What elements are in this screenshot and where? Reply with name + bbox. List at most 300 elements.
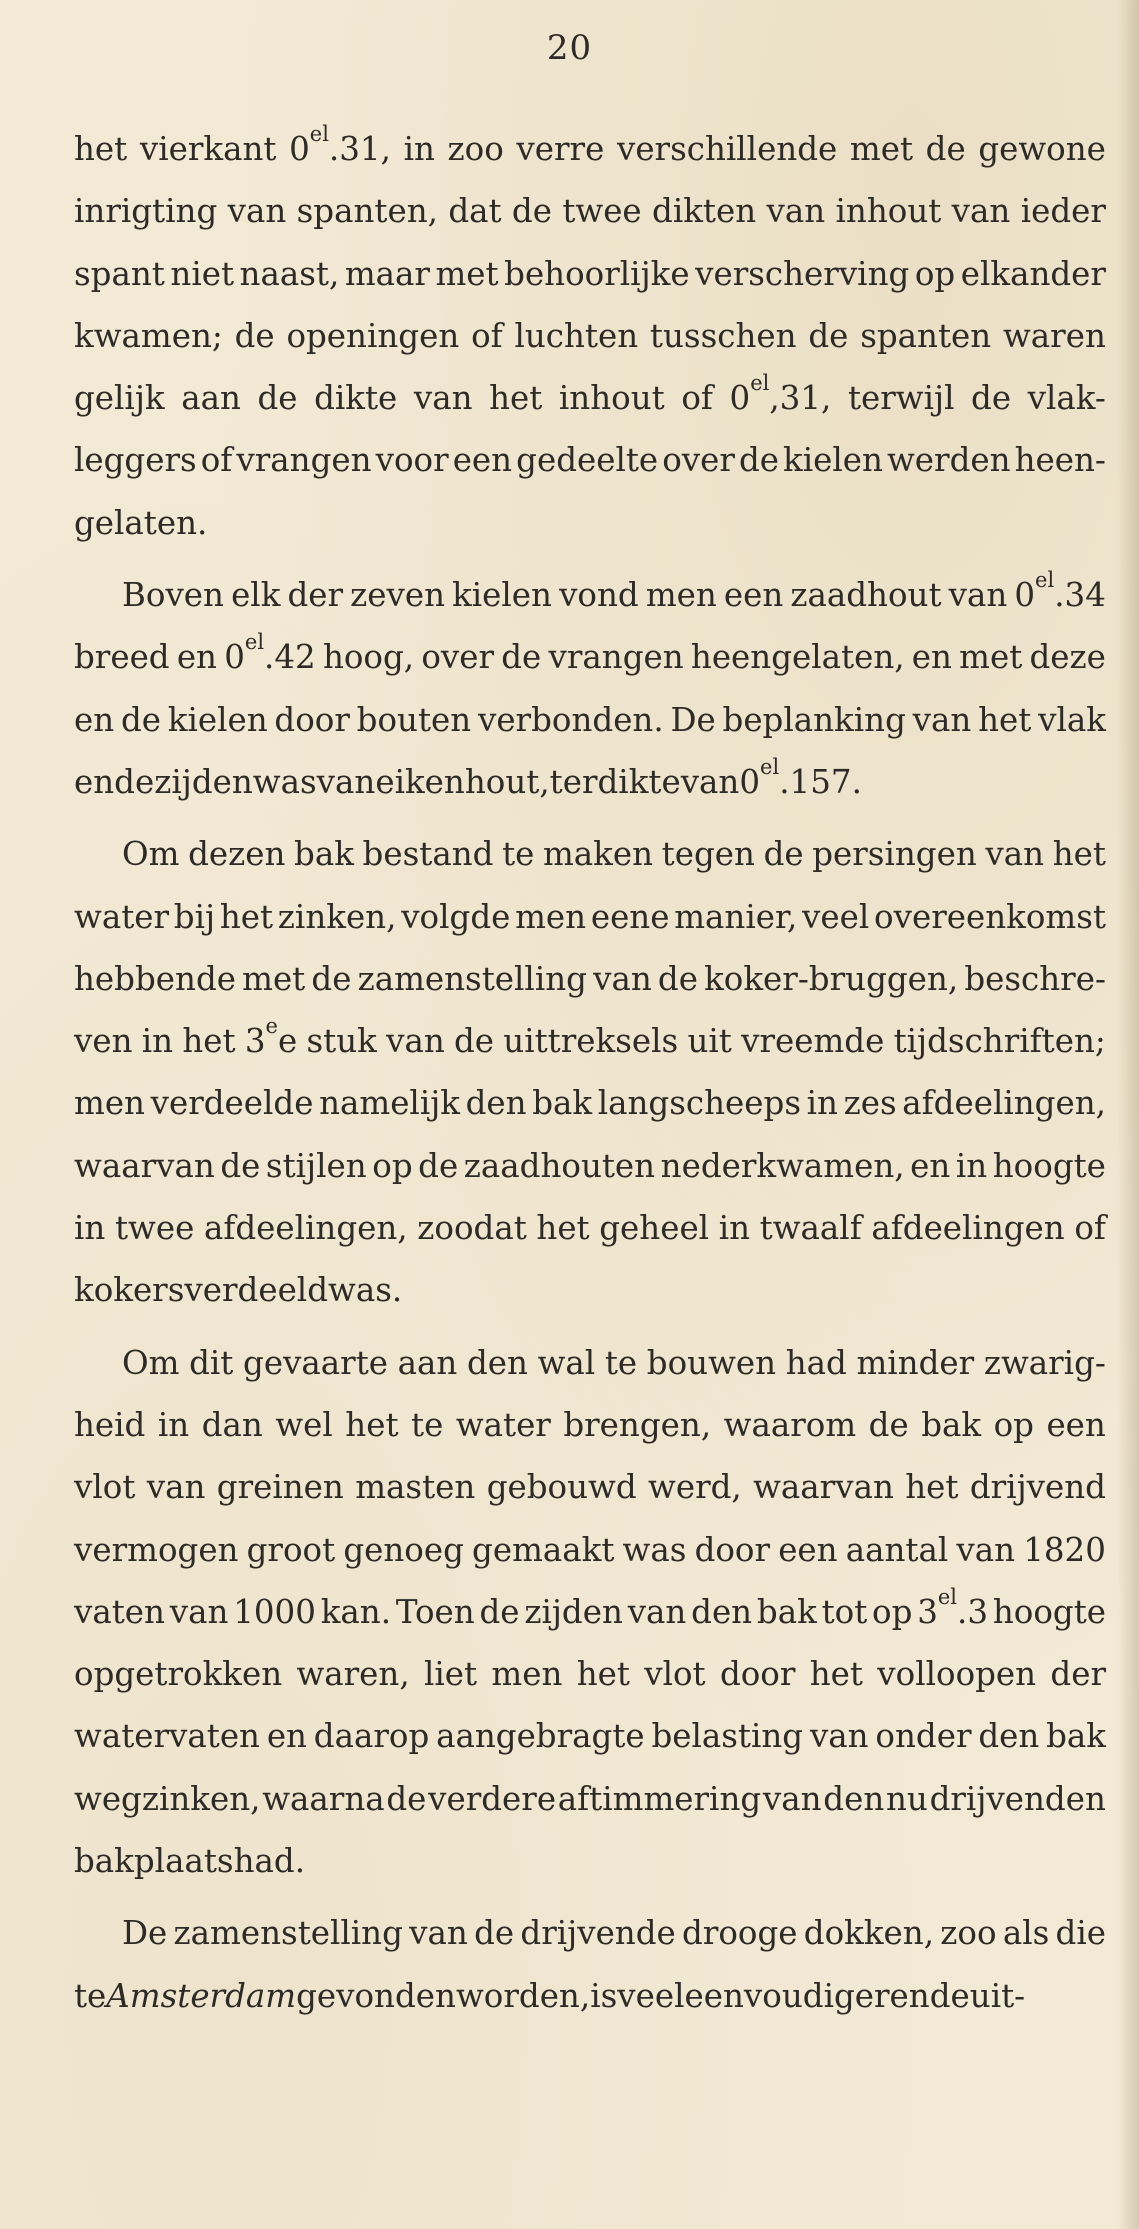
word: van — [985, 835, 1045, 874]
word: met — [435, 254, 499, 293]
word: van — [409, 1914, 468, 1953]
word: den — [978, 1717, 1040, 1756]
word: Toen — [395, 1592, 475, 1631]
text-line — [74, 367, 1106, 429]
word: of — [471, 316, 503, 355]
word: aangebragte — [436, 1717, 645, 1756]
word: liet — [423, 1655, 478, 1694]
word: zoo — [447, 130, 504, 168]
word: verdere — [428, 1779, 557, 1818]
paragraph — [74, 564, 1106, 813]
word: van — [809, 1717, 869, 1756]
word: waren — [1002, 316, 1106, 355]
unit-superscript: e — [265, 1014, 278, 1039]
word: de — [501, 638, 542, 677]
word: bak — [921, 1405, 982, 1444]
word: gewone — [978, 130, 1106, 168]
word: van — [386, 1022, 445, 1061]
unit-superscript: el — [937, 1584, 958, 1609]
paragraph-gap — [74, 1322, 1106, 1332]
text-line — [74, 1902, 1106, 1964]
word: bak — [294, 835, 354, 874]
word: Om — [122, 1343, 180, 1382]
word: gevonden — [296, 1976, 456, 2015]
word: hoogte — [992, 1592, 1106, 1631]
word: gelaten. — [74, 503, 208, 542]
word: wel — [275, 1405, 333, 1444]
paragraph-gap — [74, 554, 1106, 564]
word: veel — [617, 1976, 685, 2015]
word: dat — [448, 192, 502, 231]
word: dit — [189, 1343, 234, 1382]
text-line — [74, 492, 1106, 554]
word: vond — [559, 576, 639, 615]
word: vreemde — [741, 1022, 885, 1061]
word: $3^{el}.3$ — [917, 1584, 989, 1631]
word: gedeelte — [516, 441, 659, 480]
word: de — [114, 762, 155, 801]
word: bestand — [362, 835, 494, 874]
word: dikte — [314, 379, 398, 418]
word: luchten — [514, 316, 639, 355]
word: elk — [231, 576, 281, 615]
word: maken — [542, 835, 654, 874]
word: den — [465, 1084, 527, 1123]
word: aftimmering — [557, 1779, 762, 1818]
word: een — [723, 576, 784, 615]
word: en — [910, 1146, 951, 1185]
word: het — [345, 1405, 399, 1444]
word: ven — [74, 1022, 133, 1061]
word: leggers — [74, 441, 197, 480]
word: drijvend — [969, 1468, 1106, 1507]
word: in — [718, 1209, 751, 1248]
word: wegzinken, — [74, 1779, 261, 1818]
word: kan. — [320, 1592, 392, 1631]
word: was — [622, 1530, 687, 1569]
word: men — [491, 1655, 563, 1694]
text-line — [74, 1768, 1106, 1830]
word: vermogen — [74, 1530, 239, 1569]
word: $0^{el}.31$, — [289, 122, 391, 168]
word: naast, — [239, 254, 340, 293]
word: zaadhouten — [463, 1146, 656, 1185]
word: ter — [549, 762, 598, 801]
word: en — [74, 762, 115, 801]
word: en — [176, 638, 217, 677]
word: het — [219, 897, 274, 936]
word: met — [959, 638, 1023, 677]
text-line — [74, 305, 1106, 367]
word: volgde — [401, 897, 511, 936]
word: uittreksels — [503, 1022, 679, 1061]
word: niet — [170, 254, 235, 293]
word: had. — [233, 1842, 306, 1881]
text-line — [74, 689, 1106, 751]
text-line — [74, 948, 1106, 1010]
word: beschre- — [964, 959, 1106, 998]
word: hoog, — [322, 638, 415, 677]
word: der — [1050, 1655, 1106, 1694]
word: van — [316, 762, 376, 801]
word: de — [418, 1146, 459, 1185]
word: van — [227, 192, 287, 231]
word: over — [421, 638, 495, 677]
word: als — [1002, 1914, 1050, 1953]
word: van — [169, 1592, 229, 1631]
word: de — [257, 379, 298, 418]
word: waarvan — [753, 1468, 894, 1507]
word: bak — [74, 1842, 134, 1881]
word: uit- — [969, 1976, 1026, 2015]
word: daarop — [313, 1717, 430, 1756]
word: eenvoudiger — [684, 1976, 890, 2015]
word: De — [670, 700, 716, 739]
word: dikten — [652, 192, 757, 231]
word: verbonden. — [477, 700, 664, 739]
word: hoogte — [992, 1146, 1106, 1185]
word: openingen — [286, 316, 460, 355]
unit-superscript: el — [750, 371, 770, 396]
word: verdeelde — [150, 1084, 314, 1123]
paragraph-gap — [74, 813, 1106, 823]
word: tijdschriften; — [893, 1022, 1106, 1061]
word: te — [604, 1343, 638, 1382]
word: stuk — [306, 1022, 377, 1061]
word: de — [311, 959, 352, 998]
word: de — [386, 1779, 427, 1818]
word: of — [1074, 1209, 1106, 1248]
word: de — [234, 316, 275, 355]
text-line — [74, 823, 1106, 885]
word: afdeelingen, — [203, 1209, 408, 1248]
word: aan — [181, 379, 241, 418]
text-line — [74, 1332, 1106, 1394]
word: en — [911, 638, 952, 677]
word: op — [993, 1405, 1034, 1444]
word: den — [691, 1592, 753, 1631]
word: $0^{el},31$, — [729, 371, 832, 418]
word: hebbende — [74, 959, 236, 998]
word: gebouwd — [486, 1468, 637, 1507]
word: zeven — [350, 576, 446, 615]
word: 1820 — [1023, 1530, 1106, 1569]
word: op — [872, 1592, 913, 1631]
text-line — [74, 1456, 1106, 1518]
word: heengelaten, — [690, 638, 905, 677]
word: nu — [886, 1779, 928, 1818]
word: zamenstelling — [173, 1914, 403, 1953]
word: overeenkomst — [874, 897, 1106, 936]
word: het — [905, 1468, 959, 1507]
word: $0^{el}.34$ — [1014, 568, 1106, 615]
word: vierkant — [139, 130, 277, 168]
word: het — [576, 1655, 630, 1694]
word: afdeelingen, — [902, 1084, 1106, 1123]
page-number: 20 — [546, 28, 593, 68]
text-line — [74, 1197, 1106, 1259]
word: belasting — [651, 1717, 804, 1756]
word: nederkwamen, — [660, 1146, 905, 1185]
word: over — [662, 441, 735, 480]
word: een — [1046, 1405, 1106, 1444]
word: bak — [532, 1084, 593, 1123]
word: men — [645, 576, 717, 615]
word: op — [372, 1146, 413, 1185]
word: door — [694, 1530, 771, 1569]
word: in — [955, 1146, 988, 1185]
word: had — [785, 1343, 847, 1382]
word: de — [763, 835, 804, 874]
word: de — [738, 441, 779, 480]
word: een — [452, 441, 513, 480]
word: gevaarte — [243, 1343, 388, 1382]
word: waarvan — [74, 1146, 215, 1185]
word: waarna — [262, 1779, 385, 1818]
word: bij — [173, 897, 216, 936]
paragraph — [74, 1902, 1106, 2027]
word: vaten — [74, 1592, 165, 1631]
word: ieder — [1020, 192, 1106, 231]
word: van — [766, 192, 826, 231]
word: waren, — [296, 1655, 410, 1694]
word: tot — [821, 1592, 868, 1631]
word: zamenstelling — [357, 959, 587, 998]
word: verre — [516, 130, 605, 168]
text-line — [74, 1135, 1106, 1197]
word: beplanking — [722, 700, 906, 739]
word: zes — [843, 1084, 897, 1123]
word: te — [74, 1976, 107, 2015]
word: spanten — [860, 316, 992, 355]
word: door — [274, 700, 350, 739]
word: uit — [687, 1022, 732, 1061]
word: het — [978, 700, 1032, 739]
word: minder — [856, 1343, 975, 1382]
word: men — [74, 1084, 145, 1123]
word: de — [454, 1022, 495, 1061]
word: 3ee — [244, 1014, 298, 1061]
word: spanten, — [296, 192, 438, 231]
word: op — [914, 254, 956, 293]
word: masten — [355, 1468, 476, 1507]
word: inhout — [558, 379, 665, 418]
word: kwamen; — [74, 316, 223, 355]
text-line — [74, 626, 1106, 688]
word: den — [466, 1343, 528, 1382]
word: worden, — [455, 1976, 591, 2015]
word: zinken, — [277, 897, 397, 936]
word: maar — [344, 254, 430, 293]
word: twee — [562, 192, 642, 231]
word: twee — [114, 1209, 195, 1248]
word: zijden — [154, 762, 253, 801]
text-line — [74, 1830, 1106, 1892]
word: der — [287, 576, 344, 615]
word: namelijk — [319, 1084, 460, 1123]
word: verdeeld — [184, 1271, 329, 1310]
word: vlak- — [1027, 379, 1106, 418]
word: drooge — [682, 1914, 798, 1953]
word: kokers — [74, 1271, 185, 1310]
word: plaats — [133, 1842, 234, 1881]
word: Amsterdam — [106, 1976, 297, 2015]
word: de — [929, 1976, 970, 2015]
word: bak — [756, 1592, 817, 1631]
word: genoeg — [343, 1530, 464, 1569]
word: kielen — [452, 576, 552, 615]
text-line — [74, 1010, 1106, 1072]
word: van — [948, 576, 1008, 615]
paragraph — [74, 1332, 1106, 1893]
word: men — [515, 897, 587, 936]
word: de — [511, 192, 552, 231]
word: gemaakt — [472, 1530, 615, 1569]
text-line — [74, 1581, 1106, 1643]
word: terwijl — [847, 379, 955, 418]
word: het — [536, 1209, 590, 1248]
word: en — [889, 1976, 930, 2015]
word: breed — [74, 638, 170, 677]
text-line — [74, 564, 1106, 626]
text-line — [74, 1519, 1106, 1581]
word: aan — [397, 1343, 458, 1382]
word: De — [122, 1914, 168, 1953]
word: volloopen — [877, 1655, 1037, 1694]
word: dikte — [597, 762, 681, 801]
word: Om — [122, 835, 180, 874]
word: $0^{el}.157$. — [739, 755, 862, 801]
word: de — [220, 1146, 261, 1185]
word: gelijk — [74, 379, 165, 418]
text-line — [74, 1643, 1106, 1705]
word: koker-bruggen, — [704, 959, 959, 998]
word: in — [74, 1209, 106, 1248]
word: werden — [886, 441, 1011, 480]
word: van — [912, 700, 972, 739]
word: deze — [1029, 638, 1106, 677]
word: vrangen — [548, 638, 684, 677]
word: of — [200, 441, 233, 480]
word: behoorlijke — [504, 254, 690, 293]
text-line — [74, 429, 1106, 491]
text-line — [74, 1965, 1106, 2027]
word: heid — [74, 1405, 146, 1444]
word: de — [971, 379, 1012, 418]
word: eene — [590, 897, 670, 936]
word: zoodat — [417, 1209, 527, 1248]
word: Boven — [122, 576, 224, 615]
word: met — [849, 130, 914, 168]
word: het — [74, 130, 128, 168]
unit-superscript: el — [760, 755, 780, 780]
word: tusschen — [649, 316, 797, 355]
word: afdeelingen — [871, 1209, 1065, 1248]
word: drijvende — [520, 1914, 676, 1953]
word: elkander — [960, 254, 1106, 293]
unit-superscript: el — [244, 630, 265, 655]
word: $0^{el}.42$ — [224, 630, 316, 677]
word: water — [455, 1405, 551, 1444]
word: dokken, — [803, 1914, 935, 1953]
word: tegen — [661, 835, 755, 874]
paragraph — [74, 823, 1106, 1321]
word: geheel — [599, 1209, 710, 1248]
word: is — [590, 1976, 618, 2015]
text-line — [74, 886, 1106, 948]
word: voor — [375, 441, 449, 480]
word: twaalf — [759, 1209, 862, 1248]
word: de — [479, 1592, 520, 1631]
word: groot — [246, 1530, 336, 1569]
word: was — [252, 762, 317, 801]
word: wal — [537, 1343, 596, 1382]
word: te — [411, 1405, 444, 1444]
word: vlak — [1038, 700, 1106, 739]
text-line — [74, 1705, 1106, 1767]
word: van — [146, 1468, 206, 1507]
body-text — [74, 118, 1106, 2027]
word: bouwen — [646, 1343, 777, 1382]
word: de — [925, 130, 966, 168]
word: in — [806, 1084, 838, 1123]
text-line — [74, 751, 1106, 813]
word: langscheeps — [597, 1084, 802, 1123]
text-line — [74, 118, 1106, 180]
word: van — [956, 1530, 1016, 1569]
word: inrigting — [74, 192, 218, 231]
word: kielen — [167, 700, 268, 739]
word: de — [474, 1914, 515, 1953]
word: greinen — [216, 1468, 344, 1507]
word: zwarig- — [983, 1343, 1106, 1382]
word: zaadhout — [790, 576, 942, 615]
word: de — [808, 316, 849, 355]
text-line — [74, 1259, 1106, 1321]
word: van — [413, 379, 473, 418]
word: het — [489, 379, 543, 418]
paragraph-gap — [74, 1892, 1106, 1902]
word: brengen, — [563, 1405, 712, 1444]
word: het — [809, 1655, 863, 1694]
word: van — [593, 959, 652, 998]
word: drijvenden — [929, 1779, 1106, 1818]
word: heen- — [1014, 441, 1106, 480]
word: was. — [328, 1271, 403, 1310]
word: watervaten — [74, 1717, 260, 1756]
word: te — [502, 835, 535, 874]
word: stijlen — [265, 1146, 367, 1185]
word: bouten — [356, 700, 472, 739]
word: vlot — [644, 1655, 706, 1694]
word: verschillende — [616, 130, 838, 168]
word: vlot — [74, 1468, 136, 1507]
word: eikenhout, — [375, 762, 550, 801]
word: van — [680, 762, 740, 801]
word: vrangen — [236, 441, 372, 480]
word: dan — [201, 1405, 263, 1444]
word: de — [657, 959, 698, 998]
word: aantal — [845, 1530, 949, 1569]
word: de — [868, 1405, 909, 1444]
word: veel — [802, 897, 870, 936]
word: spant — [74, 254, 165, 293]
word: een — [778, 1530, 838, 1569]
word: opgetrokken — [74, 1655, 283, 1694]
word: in — [157, 1405, 190, 1444]
text-line — [74, 1072, 1106, 1134]
word: zoo — [940, 1914, 997, 1953]
